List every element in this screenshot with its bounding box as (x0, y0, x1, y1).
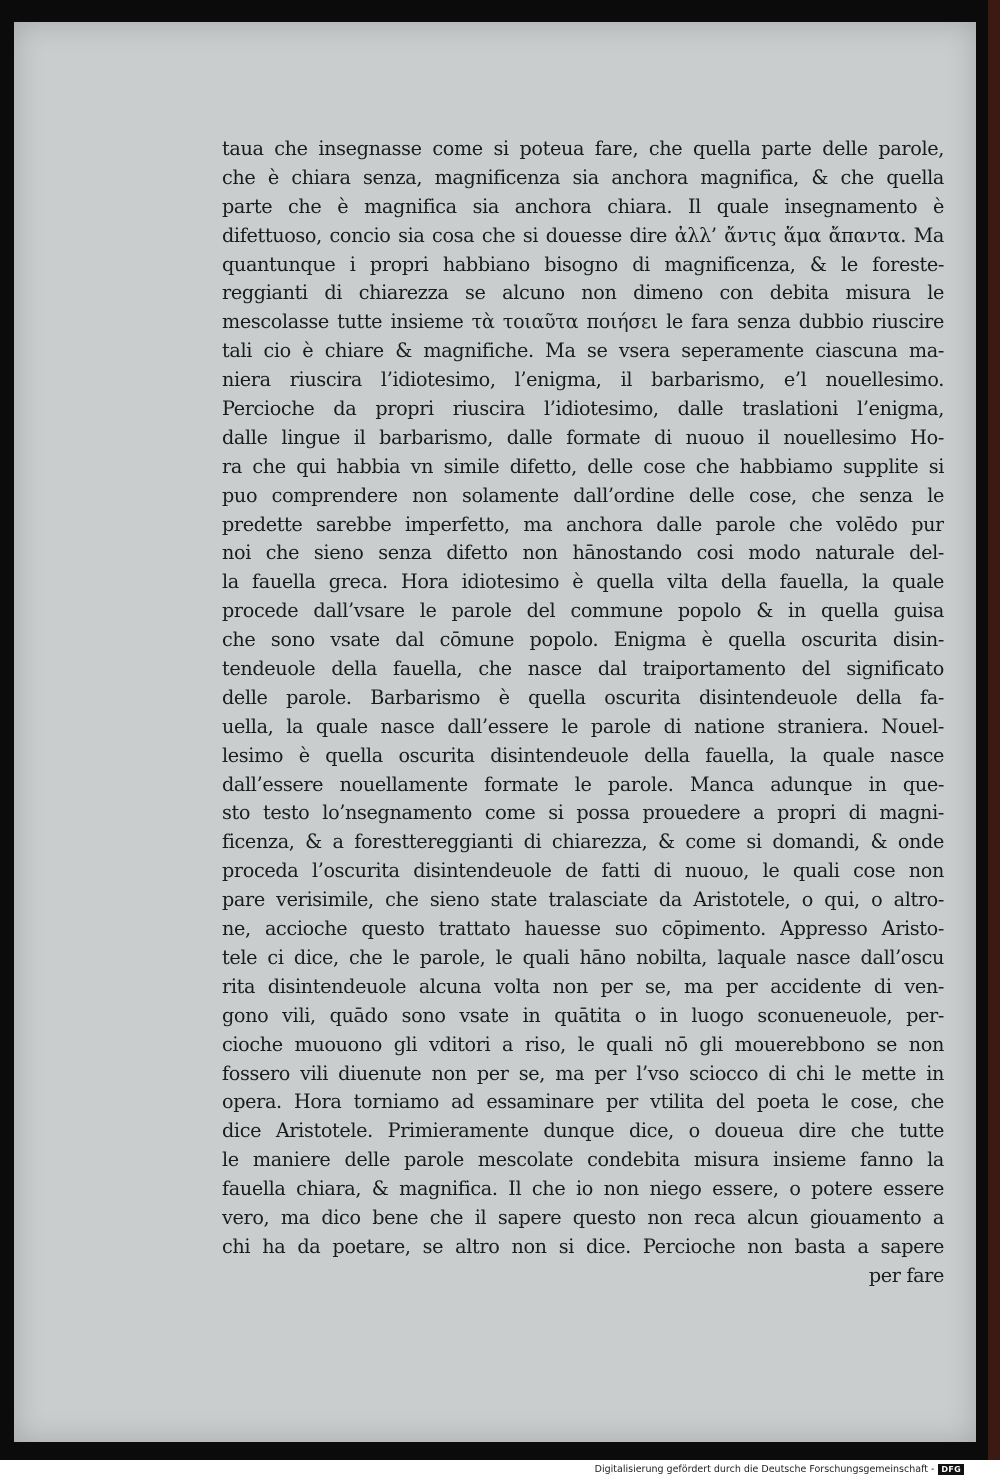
text-line: le maniere delle parole mescolate condebita misura insieme fanno la (222, 1148, 944, 1172)
text-line: proceda l’oscurita disintendeuole de fatti di nuouo, le quali cose non (222, 859, 944, 883)
text-block (222, 135, 944, 1291)
footer-credit (595, 1461, 964, 1477)
text-line: ra che qui habbia vn simile difetto, delle cose che habbiamo supplite si (222, 454, 944, 478)
text-line: delle parole. Barbarismo è quella oscurita disintendeuole della fa- (222, 685, 944, 709)
text-line: chi ha da poetare, se altro non si dice. Percioche non basta a sapere (222, 1234, 944, 1258)
text-line: dall’essere nouellamente formate le parole. Manca adunque in que- (222, 772, 944, 796)
text-line: dice Aristotele. Primieramente dunque dice, o doueua dire che tutte (222, 1119, 944, 1143)
text-line: taua che insegnasse come si poteua fare, che quella parte delle parole, (222, 137, 944, 160)
text-line: fossero vili diuenute non per se, ma per l’vso sciocco di chi le mette in (222, 1061, 944, 1085)
dfg-logo-icon: DFG (938, 1464, 964, 1475)
text-line: tendeuole della fauella, che nasce dal traiportamento del significato (222, 657, 944, 681)
text-line: gono vili, quādo sono vsate in quātita o in luogo sconueneuole, per- (222, 1003, 944, 1027)
text-line: che è chiara senza, magnificenza sia anchora magnifica, & che quella (222, 165, 944, 189)
text-line: tele ci dice, che le parole, le quali hāno nobilta, laquale nasce dall’oscu (222, 945, 944, 969)
text-line: mescolasse tutte insieme τὰ τοιαῦτα ποιήσει le fara senza dubbio riuscire (222, 310, 944, 334)
text-line: che sono vsate dal cōmune popolo. Enigma è quella oscurita disin- (222, 628, 944, 652)
text-line: fauella chiara, & magnifica. Il che io non niego essere, o potere essere (222, 1177, 944, 1201)
text-line: sto testo lo’nsegnamento come si possa prouedere a propri di magni- (222, 801, 944, 825)
scan-edge-strip (988, 0, 1000, 1460)
text-line: noi che sieno senza difetto non hānostando cosi modo naturale del- (222, 541, 944, 565)
text-line: ficenza, & a foresttereggianti di chiarezza, & come si domandi, & onde (222, 830, 944, 854)
text-line: procede dall’vsare le parole del commune popolo & in quella guisa (222, 599, 944, 623)
catchword: per fare (868, 1263, 944, 1287)
text-line: opera. Hora torniamo ad essaminare per vtilita del poeta le cose, che (222, 1090, 944, 1114)
text-line: ne, accioche questo trattato hauesse suo cōpimento. Appresso Aristo- (222, 917, 944, 941)
text-line: lesimo è quella oscurita disintendeuole della fauella, la quale nasce (222, 743, 944, 767)
text-line: pare verisimile, che sieno state tralasciate da Aristotele, o qui, o altro- (222, 888, 944, 912)
text-line: la fauella greca. Hora idiotesimo è quella vilta della fauella, la quale (222, 570, 944, 594)
text-line: predette sarebbe imperfetto, ma anchora dalle parole che volēdo pur (222, 512, 944, 536)
text-line: dalle lingue il barbarismo, dalle formate di nuouo il nouellesimo Ho- (222, 425, 944, 449)
text-line: puo comprendere non solamente dall’ordine delle cose, che senza le (222, 483, 944, 507)
text-line: vero, ma dico bene che il sapere questo non reca alcun giouamento a (222, 1205, 944, 1229)
text-line: Percioche da propri riuscira l’idiotesimo, dalle traslationi l’enigma, (222, 397, 944, 421)
text-line: reggianti di chiarezza se alcuno non dimeno con debita misura le (222, 281, 944, 305)
text-line: tali cio è chiare & magnifiche. Ma se vsera seperamente ciascuna ma- (222, 339, 944, 363)
text-line: parte che è magnifica sia anchora chiara. Il quale insegnamento è (222, 194, 944, 218)
text-line: difettuoso, concio sia cosa che si douesse dire ἀλλ’ ἄντις ἅμα ἄπαντα. Ma (222, 223, 944, 247)
text-line: niera riuscira l’idiotesimo, l’enigma, il barbarismo, e’l nouellesimo. (222, 368, 944, 392)
text-line: rita disintendeuole alcuna volta non per se, ma per accidente di ven- (222, 974, 944, 998)
text-line: uella, la quale nasce dall’essere le parole di natione straniera. Nouel- (222, 714, 944, 738)
footer-text: Digitalisierung gefördert durch die Deutsche Forschungsgemeinschaft - (594, 1463, 935, 1475)
text-line: quantunque i propri habbiano bisogno di magnificenza, & le foreste- (222, 252, 944, 276)
text-line: cioche muouono gli vditori a riso, le quali nō gli mouerebbono se non (222, 1032, 944, 1056)
